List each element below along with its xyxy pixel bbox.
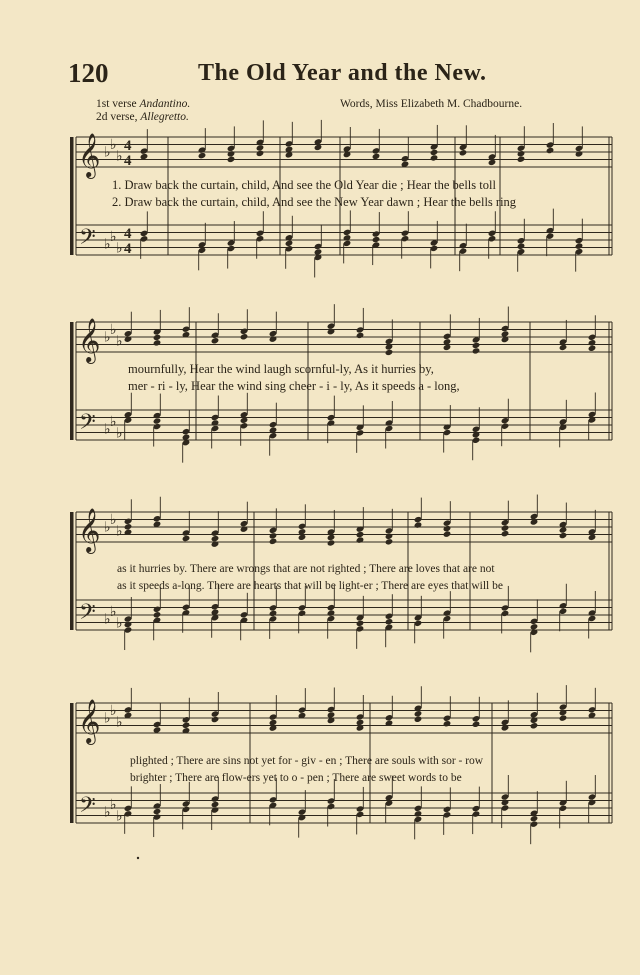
notehead [198,152,207,159]
notehead [459,149,468,156]
treble-clef: 𝄞 [78,318,101,362]
notehead [385,538,394,545]
notehead [472,721,481,728]
notehead [588,345,597,352]
flat-sign: ♭ [116,149,123,165]
notehead [182,722,191,729]
notehead [501,799,510,806]
flat-sign: ♭ [110,513,117,528]
notehead [559,526,568,533]
treble-clef: 𝄞 [78,699,101,743]
notehead [269,532,278,539]
flat-sign: ♭ [110,798,117,813]
notehead [443,530,452,537]
flat-sign: ♭ [104,711,111,727]
flat-sign: ♭ [104,805,111,821]
notehead [501,530,510,537]
page-number: 120 [68,58,109,88]
notehead [414,716,423,723]
lyric-line: as it hurries by. There are wrongs that are not righted ; There are loves that are not [117,563,495,575]
notehead [153,611,162,618]
flat-sign: ♭ [116,616,123,632]
notehead [285,240,294,247]
notehead [372,153,381,160]
notehead [211,419,220,426]
flat-sign: ♭ [104,612,111,628]
notehead [517,243,526,250]
time-signature: 4 [124,241,132,257]
notehead [356,332,365,339]
notehead [472,347,481,354]
treble-clef: 𝄞 [78,133,101,177]
notehead [414,710,423,717]
flat-sign: ♭ [116,426,123,442]
notehead [356,536,365,543]
flat-sign: ♭ [104,330,111,346]
notehead [559,709,568,716]
notehead [472,342,481,349]
time-signature: 4 [124,153,132,169]
hymn-title: The Old Year and the New. [198,60,487,86]
bass-clef: 𝄢 [79,225,96,255]
notehead [517,150,526,157]
notehead [211,801,220,808]
notehead [559,532,568,539]
time-signature: 4 [124,226,132,242]
flat-sign: ♭ [116,241,123,257]
notehead [314,248,323,255]
system-bracket [70,512,74,630]
notehead [124,621,133,628]
flat-sign: ♭ [116,715,123,731]
flat-sign: ♭ [116,809,123,825]
notehead [430,154,439,161]
notehead [269,538,278,545]
flat-sign: ♭ [116,524,123,540]
lyric-line: mournfully, Hear the wind laugh scornful-ly, As it hurries by, [128,362,434,376]
notehead [343,234,352,241]
notehead [575,150,584,157]
lyric-line: as it speeds a-long. There are hearts that will be light-er ; There are eyes that will be [117,580,503,592]
notehead [559,714,568,721]
notehead [240,333,249,340]
flat-sign: ♭ [104,422,111,438]
flat-sign: ♭ [110,704,117,719]
notehead [356,531,365,538]
flat-sign: ♭ [110,230,117,245]
notehead [356,620,365,627]
notehead [124,523,133,530]
notehead [256,144,265,151]
notehead [575,242,584,249]
lyric-line: mer - ri - ly, Hear the wind sing cheer - i - ly, As it speeds a - long, [128,379,460,393]
bass-clef: 𝄢 [79,793,96,823]
notehead [501,524,510,531]
notehead [530,722,539,729]
notehead [530,815,539,822]
notehead [530,623,539,630]
flat-sign: ♭ [110,415,117,430]
notehead [385,618,394,625]
notehead [385,349,394,356]
notehead [443,720,452,727]
lyric-line: plighted ; There are sins not yet for - giv - en ; There are souls with sor - row [130,755,484,767]
verse1-label: 1st verse [96,98,137,110]
notehead [385,533,394,540]
verse2-label: 2d verse, [96,111,138,123]
bass-clef: 𝄢 [79,600,96,630]
time-signature: 4 [124,138,132,154]
system-bracket [70,703,74,823]
notehead [588,339,597,346]
verse1-tempo: Andantino. [139,98,191,110]
notehead [211,337,220,344]
notehead [372,236,381,243]
words-credit: Words, Miss Elizabeth M. Chadbourne. [340,98,523,110]
notehead [327,711,336,718]
lyric-line: 2. Draw back the curtain, child, And see the New Year dawn ; Hear the bells ring [112,195,517,209]
bass-clef: 𝄢 [79,410,96,440]
notehead [153,339,162,346]
notehead [414,810,423,817]
notehead [443,525,452,532]
flat-sign: ♭ [110,323,117,338]
notehead [153,417,162,424]
notehead [327,609,336,616]
verse2-tempo: Allegretto. [140,111,189,123]
notehead [211,535,220,542]
notehead [256,150,265,157]
flat-sign: ♭ [116,334,123,350]
notehead [546,147,555,154]
notehead [227,150,236,157]
flat-sign: ♭ [104,520,111,536]
notehead [153,808,162,815]
notehead [327,539,336,546]
notehead [414,521,423,528]
system-bracket [70,137,74,255]
flat-sign: ♭ [104,145,111,161]
notehead [211,716,220,723]
notehead [269,610,278,617]
treble-clef: 𝄞 [78,508,101,552]
notehead [153,334,162,341]
notehead [517,156,526,163]
notehead [182,535,191,542]
flat-sign: ♭ [110,138,117,153]
lyric-line: 1. Draw back the curtain, child, And see the Old Year die ; Hear the bells toll [112,178,496,192]
flat-sign: ♭ [104,237,111,253]
system-bracket [70,322,74,440]
notehead [227,156,236,163]
notehead [430,149,439,156]
flat-sign: ♭ [110,605,117,620]
ink-speck [137,857,139,859]
lyric-line: brighter ; There are flow-ers yet to o - pen ; There are sweet words to be [130,772,462,784]
